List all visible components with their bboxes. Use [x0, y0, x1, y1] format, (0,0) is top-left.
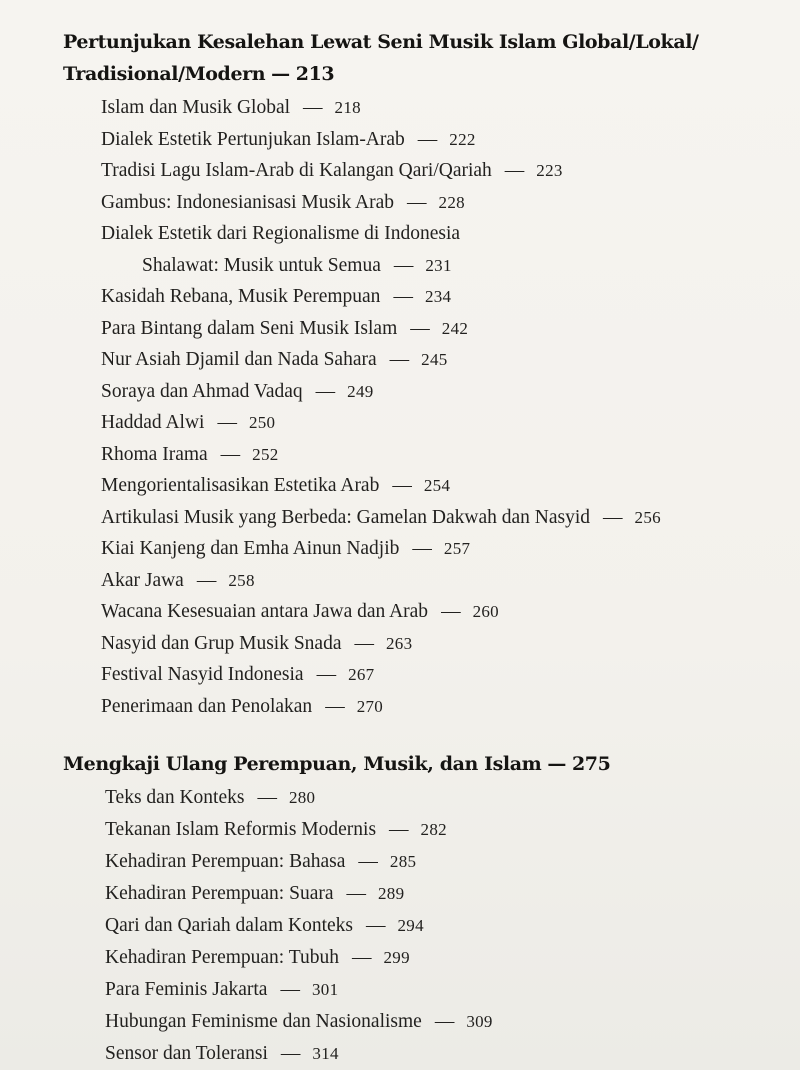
entry-title: Artikulasi Musik yang Berbeda: Gamelan Dakwah dan Nasyid: [101, 506, 591, 528]
separator-dash: —: [303, 97, 323, 118]
heading-title-line-1: Pertunjukan Kesalehan Lewat Seni Musik Islam Global/Lokal/: [63, 31, 699, 53]
separator-dash: —: [196, 569, 217, 591]
entry-page-number: 228: [438, 192, 465, 212]
entry-page-number: 282: [420, 820, 447, 839]
entry-page-number: 242: [441, 318, 469, 338]
toc-entry: [0, 407, 800, 439]
toc-entry: [0, 502, 800, 534]
separator-dash: —: [271, 63, 290, 85]
separator-dash: —: [417, 128, 438, 150]
entry-page-number: 231: [425, 255, 452, 275]
separator-dash: —: [410, 317, 430, 339]
entry-title: Rhoma Irama: [101, 443, 208, 465]
separator-dash: —: [217, 412, 237, 433]
entry-title: Dialek Estetik Pertunjukan Islam-Arab: [101, 128, 405, 150]
entry-title: Para Bintang dalam Seni Musik Islam: [101, 317, 398, 339]
separator-dash: —: [441, 601, 461, 622]
toc-section: [0, 26, 800, 722]
separator-dash: —: [389, 819, 409, 840]
separator-dash: —: [316, 664, 337, 685]
entry-page-number: 285: [389, 852, 417, 871]
entry-title: Soraya dan Ahmad Vadaq: [101, 380, 303, 402]
separator-dash: —: [389, 349, 410, 370]
entry-page-number: 299: [383, 948, 410, 967]
entry-title: Kehadiran Perempuan: Tubuh: [105, 947, 339, 968]
separator-dash: —: [392, 475, 412, 496]
entry-page-number: 280: [288, 788, 316, 807]
entry-title: Islam dan Musik Global: [101, 97, 291, 118]
separator-dash: —: [354, 632, 374, 654]
entry-title: Mengorientalisasikan Estetika Arab: [101, 475, 380, 496]
entry-page-number: 301: [311, 980, 339, 999]
section-heading: [0, 748, 800, 780]
toc-entry: [0, 155, 800, 187]
heading-page-number: 213: [295, 63, 335, 85]
entry-title: Kasidah Rebana, Musik Perempuan: [101, 286, 381, 307]
entry-page-number: 245: [421, 350, 448, 369]
separator-dash: —: [366, 915, 386, 936]
entry-title: Kehadiran Perempuan: Bahasa: [105, 851, 346, 872]
toc-entry: [0, 628, 800, 660]
entry-page-number: 222: [449, 129, 476, 149]
entry-page-number: 270: [356, 696, 384, 716]
separator-dash: —: [325, 695, 345, 717]
entry-page-number: 256: [634, 507, 661, 527]
entry-title: Penerimaan dan Penolakan: [101, 695, 313, 717]
heading-page-number: 275: [571, 753, 611, 775]
separator-dash: —: [220, 443, 241, 465]
toc-entry: [0, 281, 800, 313]
toc-entry: [0, 439, 800, 471]
entry-title: Tekanan Islam Reformis Modernis: [105, 819, 377, 840]
entry-page-number: 294: [397, 916, 424, 935]
entry-page-number: 263: [385, 633, 413, 653]
entry-title: Festival Nasyid Indonesia: [101, 664, 304, 685]
entry-title: Hubungan Feminisme dan Nasionalisme: [105, 1011, 422, 1032]
separator-dash: —: [393, 286, 413, 307]
toc-entry: [0, 659, 800, 691]
separator-dash: —: [315, 380, 336, 402]
toc-entry: [0, 596, 800, 628]
toc-entry: [0, 344, 800, 376]
entry-page-number: 234: [424, 287, 452, 306]
separator-dash: —: [504, 160, 525, 181]
entry-page-number: 250: [248, 413, 276, 432]
entry-title: Shalawat: Musik untuk Semua: [142, 254, 381, 276]
toc-entry-list: [0, 92, 800, 722]
separator-dash: —: [280, 979, 300, 1000]
entry-page-number: 260: [472, 602, 499, 621]
toc-entry: [0, 250, 800, 282]
toc-entry: [0, 814, 800, 846]
separator-dash: —: [351, 947, 372, 968]
entry-page-number: 258: [228, 570, 255, 590]
separator-dash: —: [280, 1043, 301, 1064]
entry-page-number: 314: [312, 1044, 339, 1063]
section-heading: [0, 26, 800, 90]
toc-entry: [0, 313, 800, 345]
entry-page-number: 267: [348, 665, 375, 684]
entry-title: Gambus: Indonesianisasi Musik Arab: [101, 191, 395, 213]
entry-title: Teks dan Konteks: [105, 787, 245, 808]
toc-entry: [0, 878, 800, 910]
entry-page-number: 309: [466, 1012, 493, 1031]
entry-title: Dialek Estetik dari Regionalisme di Indonesia: [101, 223, 461, 244]
toc-entry: [0, 691, 800, 723]
separator-dash: —: [434, 1011, 455, 1032]
toc-entry: [0, 470, 800, 502]
toc-entry: [0, 92, 800, 124]
entry-title: Para Feminis Jakarta: [105, 979, 268, 1000]
toc-entry: [0, 376, 800, 408]
separator-dash: —: [407, 191, 427, 213]
toc-section: [0, 748, 800, 1070]
entry-title: Kiai Kanjeng dan Emha Ainun Nadjib: [101, 538, 400, 559]
entry-title: Akar Jawa: [101, 569, 184, 591]
toc-entry: [0, 124, 800, 156]
toc-entry-list: [0, 782, 800, 1070]
separator-dash: —: [603, 506, 623, 528]
toc-entry: [0, 910, 800, 942]
separator-dash: —: [257, 787, 277, 808]
entry-title: Nur Asiah Djamil dan Nada Sahara: [101, 349, 377, 370]
toc-entry: [0, 1038, 800, 1070]
toc-entry: [0, 1006, 800, 1038]
separator-dash: —: [358, 851, 378, 872]
separator-dash: —: [547, 753, 566, 775]
separator-dash: —: [412, 538, 432, 559]
heading-title: Mengkaji Ulang Perempuan, Musik, dan Islam: [63, 753, 542, 775]
entry-page-number: 223: [536, 161, 563, 180]
entry-title: Kehadiran Perempuan: Suara: [105, 883, 334, 904]
toc-entry: [0, 187, 800, 219]
separator-dash: —: [346, 883, 366, 904]
toc-entry: [0, 533, 800, 565]
entry-page-number: 249: [347, 381, 374, 401]
entry-page-number: 252: [252, 444, 279, 464]
entry-title: Nasyid dan Grup Musik Snada: [101, 632, 342, 654]
toc-entry: [0, 782, 800, 814]
toc-entry: [0, 942, 800, 974]
heading-title-line-2: Tradisional/Modern: [63, 63, 266, 85]
entry-title: Sensor dan Toleransi: [105, 1043, 268, 1064]
entry-title: Wacana Kesesuaian antara Jawa dan Arab: [101, 601, 429, 622]
entry-page-number: 289: [378, 884, 405, 903]
entry-page-number: 257: [443, 539, 471, 558]
separator-dash: —: [393, 254, 414, 276]
toc-entry: [0, 218, 800, 250]
entry-page-number: 254: [423, 476, 451, 495]
entry-title: Tradisi Lagu Islam-Arab di Kalangan Qari/Qariah: [101, 160, 492, 181]
entry-title: Qari dan Qariah dalam Konteks: [105, 915, 353, 936]
entry-title: Haddad Alwi: [101, 412, 205, 433]
toc-entry: [0, 846, 800, 878]
entry-page-number: 218: [334, 98, 361, 117]
toc-entry: [0, 974, 800, 1006]
toc-entry: [0, 565, 800, 597]
